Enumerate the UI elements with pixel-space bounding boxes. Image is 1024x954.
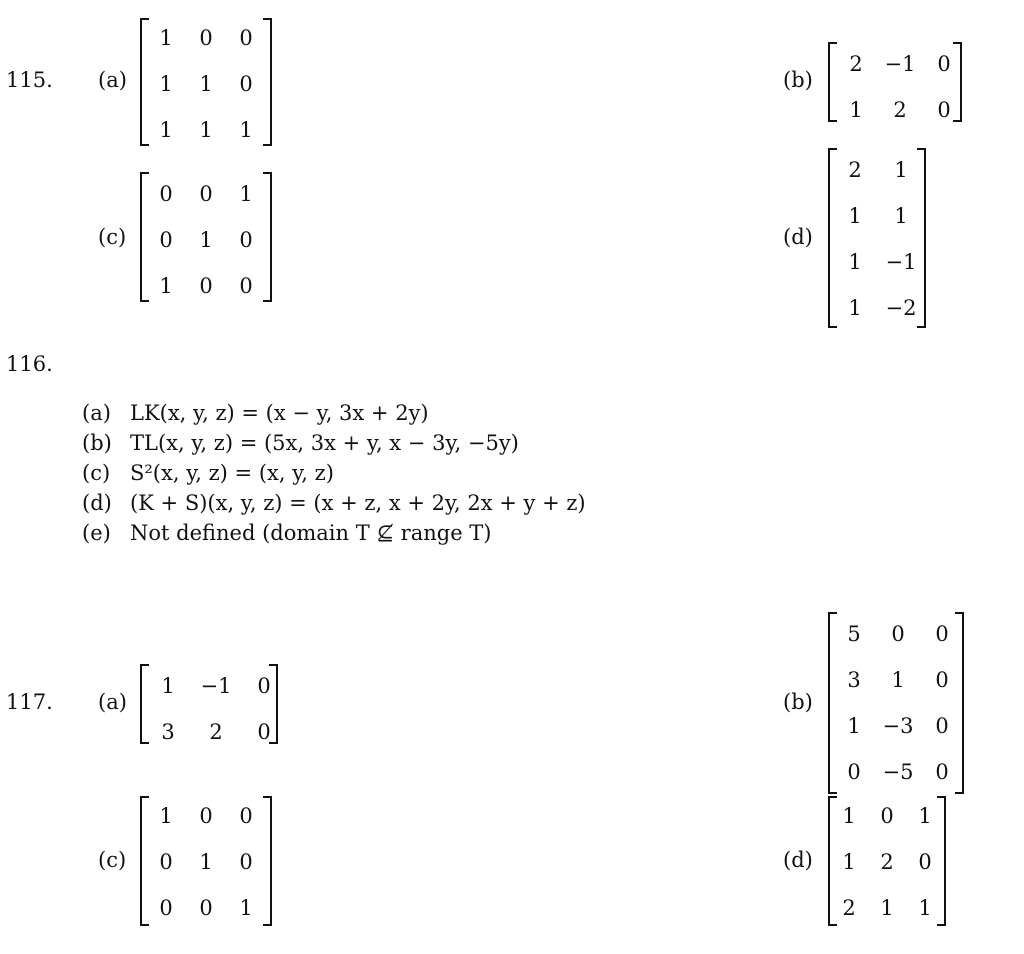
matrix-cell: 2 [893, 98, 907, 122]
matrix-cell: 0 [918, 850, 932, 874]
matrix-cell: 1 [918, 804, 932, 828]
matrix-cell: 0 [239, 228, 253, 252]
part-label: (d) [783, 225, 813, 249]
matrix-115-d [828, 148, 926, 328]
list-item [82, 398, 586, 428]
part-label: (c) [82, 461, 111, 485]
matrix-cell: 1 [891, 668, 905, 692]
matrix-cell: −5 [882, 760, 914, 784]
matrix-cell: 1 [159, 72, 173, 96]
matrix-cell: −3 [882, 714, 914, 738]
matrix-cell: 0 [937, 52, 951, 76]
matrix-cell: 1 [848, 296, 862, 320]
matrix-cell: 0 [847, 760, 861, 784]
part-label: (b) [82, 431, 112, 455]
matrix-cell: 0 [239, 26, 253, 50]
matrix-cell: 1 [918, 896, 932, 920]
matrix-cell: 0 [891, 622, 905, 646]
matrix-cell: 1 [159, 118, 173, 142]
matrix-cell: 0 [935, 668, 949, 692]
matrix-115-c [140, 172, 272, 302]
matrix-cell: 0 [159, 896, 173, 920]
matrix-cell: 0 [937, 98, 951, 122]
matrix-cell: 0 [239, 850, 253, 874]
matrix-cell: 0 [199, 274, 213, 298]
matrix-cell: 1 [239, 182, 253, 206]
matrix-cell: 1 [842, 850, 856, 874]
matrix-cell: 0 [199, 182, 213, 206]
matrix-cell: 0 [199, 26, 213, 50]
matrix-cell: 2 [209, 720, 223, 744]
matrix-117-d [828, 796, 946, 926]
matrix-117-c [140, 796, 272, 926]
matrix-cell: 2 [842, 896, 856, 920]
matrix-cell: 1 [848, 204, 862, 228]
part-label: (c) [98, 225, 127, 249]
matrix-cell: 1 [848, 250, 862, 274]
matrix-cell: 0 [239, 72, 253, 96]
equation: (K + S)(x, y, z) = (x + z, x + 2y, 2x + y + z) [130, 491, 586, 515]
matrix-cell: 0 [159, 182, 173, 206]
matrix-cell: 1 [239, 118, 253, 142]
matrix-cell: 2 [880, 850, 894, 874]
part-label: (e) [82, 521, 111, 545]
matrix-117-b [828, 612, 964, 794]
matrix-cell: 1 [880, 896, 894, 920]
part-label: (b) [783, 690, 813, 714]
matrix-cell: 0 [159, 850, 173, 874]
matrix-cell: 0 [199, 804, 213, 828]
matrix-cell: 1 [161, 674, 175, 698]
part-label: (d) [82, 491, 112, 515]
matrix-cell: 1 [894, 204, 908, 228]
matrix-cell: 1 [199, 850, 213, 874]
matrix-cell: 2 [848, 158, 862, 182]
matrix-cell: 0 [159, 228, 173, 252]
matrix-cell: 3 [847, 668, 861, 692]
part-label: (a) [98, 68, 127, 92]
matrix-cell: 0 [935, 714, 949, 738]
matrix-cell: 1 [849, 98, 863, 122]
problem-number: 115. [6, 68, 53, 92]
list-item [82, 518, 586, 548]
matrix-cell: 0 [880, 804, 894, 828]
part-label: (d) [783, 848, 813, 872]
matrix-cell: 1 [239, 896, 253, 920]
matrix-cell: 1 [894, 158, 908, 182]
matrix-cell: 2 [849, 52, 863, 76]
matrix-cell: 1 [199, 228, 213, 252]
problem-116-list [82, 398, 586, 548]
matrix-cell: 0 [935, 760, 949, 784]
matrix-115-a [140, 18, 272, 146]
matrix-cell: −1 [200, 674, 232, 698]
equation: S²(x, y, z) = (x, y, z) [130, 461, 334, 485]
equation: LK(x, y, z) = (x − y, 3x + 2y) [130, 401, 429, 425]
matrix-cell: 1 [159, 804, 173, 828]
matrix-117-a [140, 664, 278, 744]
matrix-cell: 1 [199, 72, 213, 96]
list-item [82, 428, 586, 458]
matrix-cell: 0 [935, 622, 949, 646]
part-label: (a) [98, 690, 127, 714]
matrix-cell: 0 [257, 674, 271, 698]
matrix-cell: 0 [257, 720, 271, 744]
matrix-cell: 0 [239, 274, 253, 298]
part-label: (b) [783, 68, 813, 92]
equation: TL(x, y, z) = (5x, 3x + y, x − 3y, −5y) [130, 431, 519, 455]
matrix-cell: −2 [885, 296, 917, 320]
part-label: (c) [98, 848, 127, 872]
matrix-cell: 5 [847, 622, 861, 646]
matrix-cell: 0 [239, 804, 253, 828]
matrix-115-b [828, 42, 962, 122]
list-item [82, 458, 586, 488]
part-label: (a) [82, 401, 111, 425]
matrix-cell: 3 [161, 720, 175, 744]
problem-number: 116. [6, 352, 53, 376]
matrix-cell: −1 [884, 52, 916, 76]
matrix-cell: 1 [842, 804, 856, 828]
matrix-cell: 0 [199, 896, 213, 920]
matrix-cell: 1 [159, 274, 173, 298]
matrix-cell: 1 [847, 714, 861, 738]
matrix-cell: −1 [885, 250, 917, 274]
equation: Not defined (domain T ⊈ range T) [130, 521, 492, 545]
matrix-cell: 1 [199, 118, 213, 142]
matrix-cell: 1 [159, 26, 173, 50]
list-item [82, 488, 586, 518]
problem-number: 117. [6, 690, 53, 714]
